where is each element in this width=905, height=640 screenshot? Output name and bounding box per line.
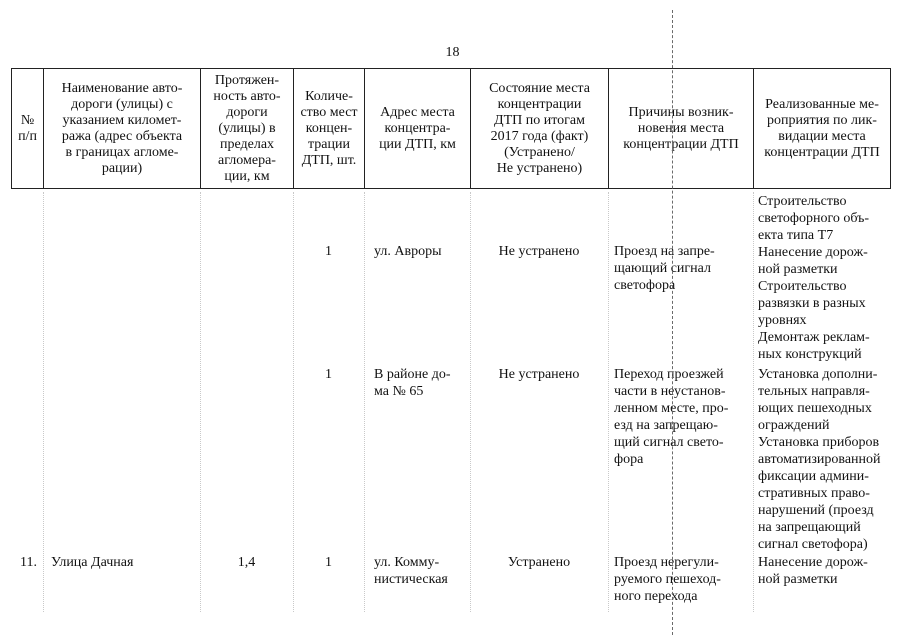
reason-cell: Переход проезжей части в неустанов- ленном месте, про- езд на запрещаю- щий сигнал свето- фора [614,367,729,467]
column-rule [200,192,201,612]
address-cell: В районе до- ма № 65 [374,367,451,399]
count-cell: 1 [325,244,332,259]
header-length: Протяжен- ность авто- дороги (улицы) в пределах агломера- ции, км [201,69,294,189]
status-cell: Не устранено [498,367,580,382]
length-cell: 1,4 [237,555,256,570]
measures-cell: Строительство светофорного объ- екта типа Т7 Нанесение дорож- ной разметки Строительство развязки в разных уровнях Демонтаж реклам- ных конструкций [758,194,870,362]
column-rule [364,192,365,612]
header-status: Состояние места концентрации ДТП по итогам 2017 года (факт) (Устранено/ Не устранено) [471,69,609,189]
page-number: 18 [445,45,460,60]
column-rule [608,192,609,612]
header-address: Адрес места концентра- ции ДТП, км [365,69,471,189]
column-rule [43,192,44,612]
scan-fold-line [672,10,673,635]
address-cell: ул. Комму- нистическая [374,555,448,587]
header-count: Количе- ство мест концен- трации ДТП, шт. [294,69,365,189]
address-cell: ул. Авроры [374,244,442,259]
reason-cell: Проезд нерегули- руемого пешеход- ного перехода [614,555,721,604]
road-name-cell: Улица Дачная [51,555,134,570]
count-cell: 1 [325,367,332,382]
reason-cell: Проезд на запре- щающий сигнал светофора [614,244,715,293]
status-cell: Устранено [507,555,571,570]
header-reasons: Причины возник- новения места концентрации ДТП [609,69,754,189]
header-road-name: Наименование авто- дороги (улицы) с указанием километ- ража (адрес объекта в границах агломе- рации) [44,69,201,189]
measures-cell: Установка дополни- тельных направля- ющих пешеходных ограждений Установка приборов автоматизированной фиксации админи- стративных право- нарушений (проезд на запрещающий сигнал светофора) [758,367,881,552]
measures-cell: Нанесение дорож- ной разметки [758,555,868,587]
header-measures: Реализованные ме- роприятия по лик- видации места концентрации ДТП [754,69,891,189]
header-number: № п/п [12,69,44,189]
number-cell: 11. [20,555,37,570]
table-header [11,68,891,189]
count-cell: 1 [325,555,332,570]
status-cell: Не устранено [498,244,580,259]
